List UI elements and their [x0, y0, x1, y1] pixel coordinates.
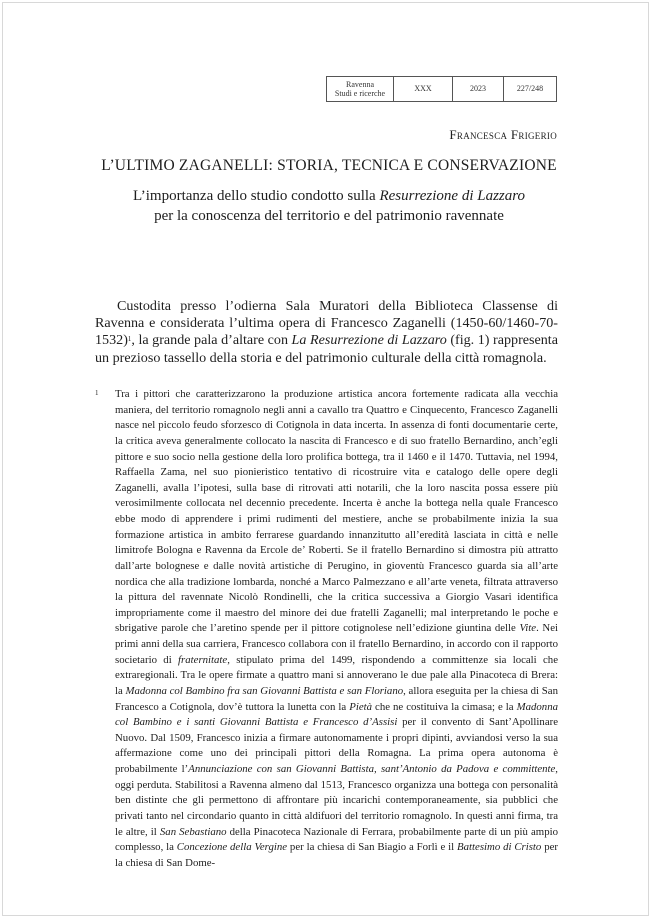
article-author: Francesca Frigerio — [449, 127, 557, 142]
footnote-italic: fraternitate — [178, 653, 228, 666]
article-subtitle — [100, 186, 558, 226]
journal-header-row — [327, 77, 557, 102]
journal-year-cell: 2023 — [453, 77, 504, 102]
footnote-run: , oggi perduta. Stabilitosi a Ravenna almeno dal 1513, Francesco organizza una bottega con personalità ben distinte che gli permettono di affrontare più incarichi contemporaneamente, sia pubblici che privati tanto nel circondario quanto in città aldifuori del territorio romagnolo. In questi anni firma, tra le altre, il — [115, 763, 558, 838]
subtitle-text: L’importanza dello studio condotto sulla — [132, 188, 380, 204]
footnote-run: per la chiesa di San Dome- — [115, 841, 558, 869]
journal-volume-cell: XXX — [394, 77, 453, 102]
footnote-italic: Madonna col Bambino e i santi Giovanni Battista e Francesco d’Assisi — [115, 700, 558, 729]
footnote-text — [115, 387, 558, 871]
journal-name-line1: Ravenna — [346, 79, 374, 89]
footnote-italic: Vite — [519, 622, 537, 635]
body-text: Custodita presso l’odierna Sala Muratori della Biblioteca Classense di Ravenna e considerata l’ultima opera di Francesco Zaganelli (1450-60/1460-70-1532) — [95, 298, 558, 349]
journal-header-table — [326, 76, 557, 102]
footnote-marker: 1 — [95, 389, 99, 397]
footnote-run: della Pinacoteca Nazionale di Ferrara, probabilmente parte di un più ampio complesso, la — [115, 825, 558, 854]
footnote-reference[interactable]: 1 — [127, 335, 132, 344]
subtitle-artwork-title: Resurrezione di Lazzaro — [379, 188, 526, 204]
journal-pages-cell: 227/248 — [504, 77, 557, 102]
footnote-italic: Battesimo di Cristo — [457, 841, 542, 854]
footnote-run: Tra i pittori che caratterizzarono la produzione artistica ancora fortemente radicata alla vecchia maniera, del territorio romagnolo negli anni a cavallo tra Quattro e Cinquecento, Francesco Zaganelli nasce nel piccolo feudo sforzesco di Cotignola in data incerta. In assenza di fonti documentarie certe, la critica aveva generalmente collocato la nascita di Francesco e di suo fratello Bernardino, anch’egli pittore e suo socio nella gestione della loro prolifica bottega, tra il 1460 e il 1470. Tuttavia, nel 1994, Raffaella Zama, nel suo pionieristico tentativo di ricostruire vita e catalogo delle opere degli Zaganelli, avalla l’ipotesi, sulla base di ritrovati atti notarili, che la loro nascita possa essere più verosimilmente collocata nel decennio precedente. Incerta è anche la bottega nella quale Francesco ebbe modo di apprendere i primi rudimenti del mestiere, anche se probabilmente inizia la sua formazione artistica in ambito ferrarese guardando innanzitutto all’eredità lasciata in città e nelle limitrofe Bologna e Ravenna da Ercole de’ Roberti. Se il fratello Bernardino si dimostra più attratto dall’arte bolognese e dalle novità artistiche di Perugino, in gioventù Francesco guarda sia all’arte nordica che alla tradizione lombarda, nonché a Marco Palmezzano e all’arte veneta, filtrata attraverso la pittura del ravennate Nicolò Rondinelli, che la critica successiva a Giorgio Vasari identifica impropriamente come il maestro del minore dei due fratelli Zaganelli; mal interpretando le poche e sbrigative parole che l’aretino spende per il pittore cotignolese nell’edizione giuntina delle — [115, 388, 558, 635]
footnote-italic: Concezione della Vergine — [176, 841, 288, 854]
footnote-run: , stipulato prima del 1499, rispondendo a committenze sia locali che extraregionali. Tra le opere firmate a quattro mani si annoverano le due pale alla Pinacoteca di Brera: la — [115, 653, 558, 697]
body-text: (fig. 1) rappresenta un prezioso tassello della storia e del patrimonio culturale della città romagnola. — [95, 332, 558, 366]
footnote-run: . Nei primi anni della sua carriera, Francesco collabora con il fratello Bernardino, in accordo con il rapporto societario di — [115, 622, 558, 666]
artwork-title: La Resurrezione di Lazzaro — [291, 332, 447, 349]
footnote-italic: Madonna col Bambino fra san Giovanni Battista e san Floriano — [125, 684, 404, 697]
article-title: L’ULTIMO ZAGANELLI: STORIA, TECNICA E CONSERVAZIONE — [101, 157, 557, 174]
journal-name-cell — [327, 77, 394, 102]
footnote-italic: San Sebastiano — [159, 825, 227, 838]
body-text: , la grande pala d’altare con — [131, 332, 292, 349]
journal-name-line2: Studi e ricerche — [334, 89, 386, 98]
footnote-run: per il convento di Sant’Apollinare Nuovo. Dal 1509, Francesco inizia a firmare autonomamente i propri dipinti, avviandosi verso la sua affermazione come uno dei principali pittori della Romagna. La prima opera autonoma è probabilmente l’ — [115, 716, 559, 775]
body-paragraph — [95, 298, 558, 367]
footnote-run: per la chiesa di San Biagio a Forlì e il — [287, 841, 458, 854]
footnote-italic: Pietà — [349, 700, 373, 713]
footnote-italic: Annunciazione con san Giovanni Battista, sant’Antonio da Padova e committente — [188, 763, 556, 775]
footnote-run: , allora eseguita per la chiesa di San Francesco a Cotignola, dov’è tuttora la lunetta con la — [115, 684, 558, 713]
footnote-run: che ne costituiva la cimasa; e la — [372, 700, 517, 713]
subtitle-text-line2: per la conoscenza del territorio e del patrimonio ravennate — [154, 208, 504, 224]
